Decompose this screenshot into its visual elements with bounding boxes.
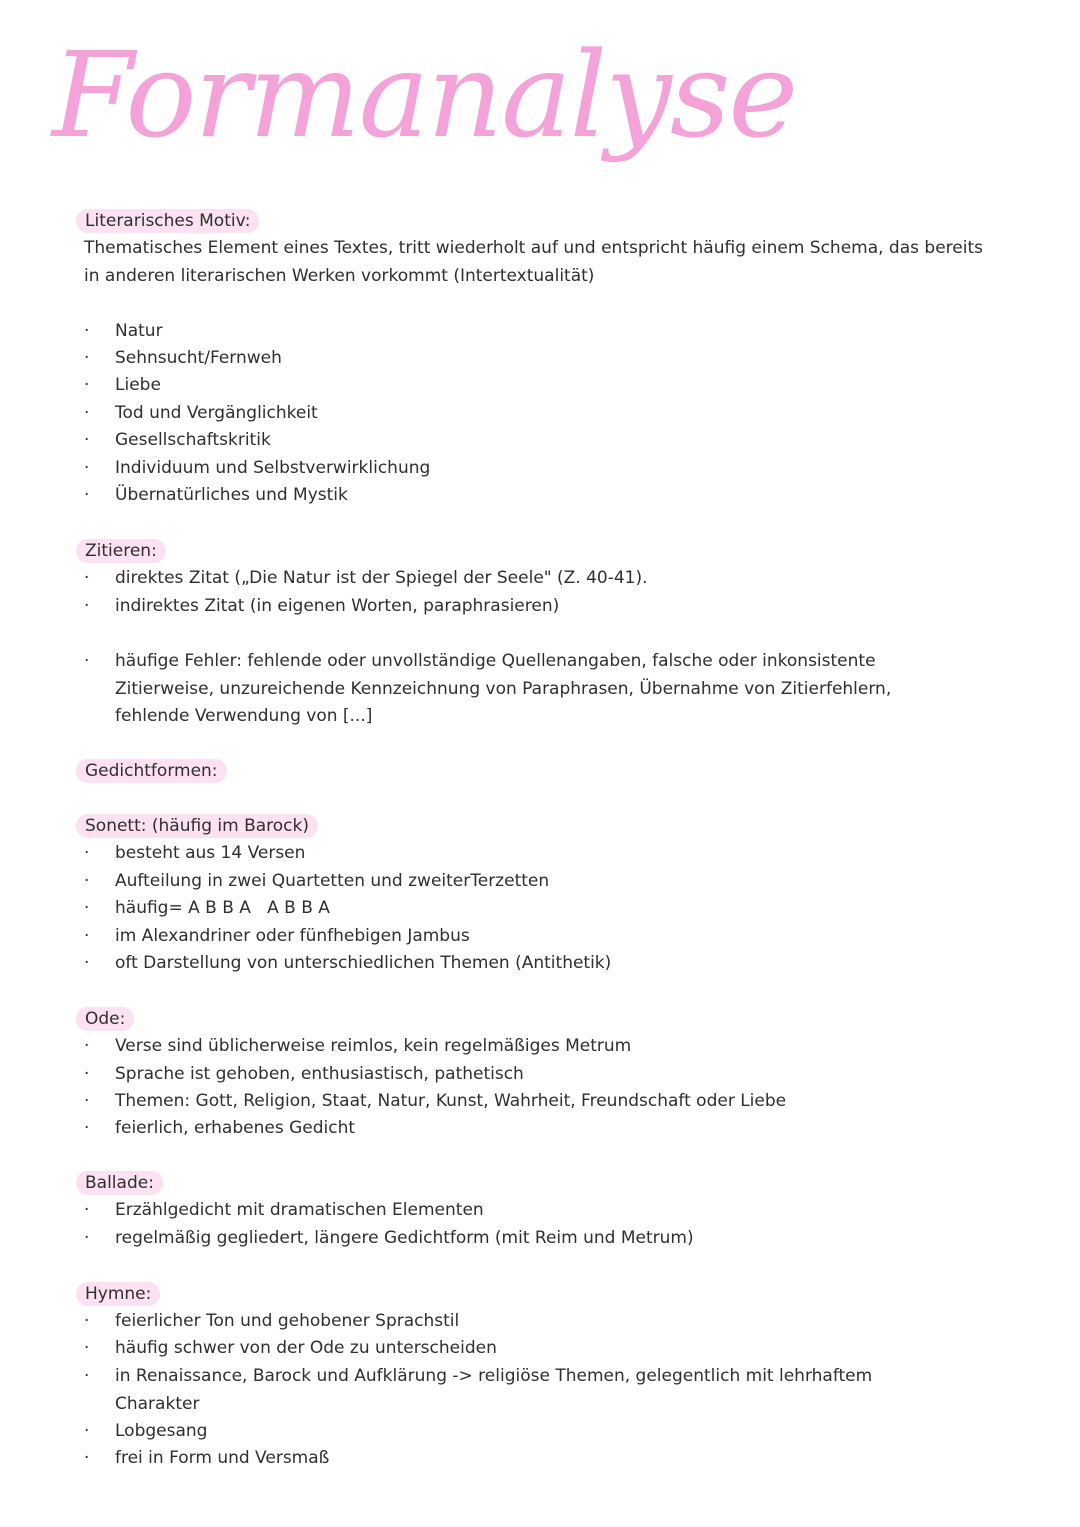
list-item-text: Natur	[115, 321, 163, 341]
bullet-icon: ·	[84, 871, 90, 891]
bullet-icon: ·	[84, 1421, 90, 1441]
bullet-icon: ·	[84, 1118, 90, 1138]
list-item-text: Verse sind üblicherweise reimlos, kein regelmäßiges Metrum	[115, 1036, 632, 1056]
section-label-ballade: Ballade:	[76, 1171, 163, 1195]
list-item	[84, 1115, 964, 1143]
bullet-icon: ·	[84, 403, 90, 423]
bullet-icon: ·	[84, 568, 90, 588]
list-item-text: direktes Zitat („Die Natur ist der Spiegel der Seele" (Z. 40-41).	[115, 568, 648, 588]
list-item-text: Themen: Gott, Religion, Staat, Natur, Kunst, Wahrheit, Freundschaft oder Liebe	[115, 1091, 787, 1111]
list-item-text: Aufteilung in zwei Quartetten und zweiterTerzetten	[115, 871, 550, 891]
list-item	[84, 1197, 964, 1225]
list-item-text: Erzählgedicht mit dramatischen Elementen	[115, 1200, 484, 1220]
bullet-icon: ·	[84, 485, 90, 505]
list-item	[84, 372, 964, 400]
list-item-text: frei in Form und Versmaß	[115, 1448, 330, 1468]
list-item	[84, 868, 964, 896]
bullet-icon: ·	[84, 953, 90, 973]
bullet-icon: ·	[84, 1366, 90, 1386]
section-label-zitieren: Zitieren:	[76, 539, 166, 563]
bullet-icon: ·	[84, 375, 90, 395]
list-item-text: Übernatürliches und Mystik	[115, 485, 348, 505]
list-item	[84, 593, 964, 621]
list-item	[84, 482, 964, 510]
list-item-text: oft Darstellung von unterschiedlichen Themen (Antithetik)	[115, 953, 612, 973]
bullet-icon: ·	[84, 1338, 90, 1358]
list-item	[84, 1445, 964, 1473]
list-item-text: regelmäßig gegliedert, längere Gedichtform (mit Reim und Metrum)	[115, 1228, 694, 1248]
bullet-icon: ·	[84, 651, 90, 671]
motiv-definition: Thematisches Element eines Textes, tritt wiederholt auf und entspricht häufig einem Schema, das bereits in anderen literarischen Werken vorkommt (Intertextualität)	[84, 238, 983, 286]
list-item-text: häufig schwer von der Ode zu unterscheiden	[115, 1338, 497, 1358]
list-item-text: Tod und Vergänglichkeit	[115, 403, 318, 423]
list-item-text: Liebe	[115, 375, 161, 395]
list-item	[84, 455, 964, 483]
list-item	[84, 1418, 964, 1446]
bullet-icon: ·	[84, 321, 90, 341]
list-item-text: in Renaissance, Barock und Aufklärung -> religiöse Themen, gelegentlich mit lehrhaftem Charakter	[115, 1366, 873, 1414]
bullet-icon: ·	[84, 1448, 90, 1468]
bullet-icon: ·	[84, 458, 90, 478]
list-item	[84, 648, 944, 731]
bullet-icon: ·	[84, 1091, 90, 1111]
bullet-icon: ·	[84, 926, 90, 946]
list-item	[84, 1033, 964, 1061]
list-item	[84, 345, 964, 373]
list-item-text: Lobgesang	[115, 1421, 208, 1441]
list-item	[84, 565, 964, 593]
list-item-text: häufig= A B B A A B B A	[115, 898, 330, 918]
list-item-text: indirektes Zitat (in eigenen Worten, paraphrasieren)	[115, 596, 560, 616]
list-item	[84, 427, 964, 455]
bullet-icon: ·	[84, 430, 90, 450]
bullet-icon: ·	[84, 596, 90, 616]
list-item	[84, 1225, 964, 1253]
page-title: Formanalyse	[52, 26, 797, 164]
bullet-icon: ·	[84, 348, 90, 368]
list-item-text: besteht aus 14 Versen	[115, 843, 306, 863]
list-item-text: Sehnsucht/Fernweh	[115, 348, 282, 368]
list-item-text: Sprache ist gehoben, enthusiastisch, pathetisch	[115, 1064, 524, 1084]
list-item	[84, 950, 964, 978]
list-item	[84, 1363, 944, 1418]
list-item-text: feierlich, erhabenes Gedicht	[115, 1118, 356, 1138]
bullet-icon: ·	[84, 1228, 90, 1248]
bullet-icon: ·	[84, 843, 90, 863]
list-item	[84, 1308, 964, 1336]
list-item	[84, 1088, 964, 1116]
list-item-text: Individuum und Selbstverwirklichung	[115, 458, 431, 478]
section-label-gedichtformen: Gedichtformen:	[76, 759, 227, 783]
list-item	[84, 318, 964, 346]
bullet-icon: ·	[84, 1311, 90, 1331]
list-item	[84, 923, 964, 951]
section-label-hymne: Hymne:	[76, 1282, 160, 1306]
list-item-text: Gesellschaftskritik	[115, 430, 271, 450]
section-label-ode: Ode:	[76, 1007, 134, 1031]
list-item	[84, 1061, 964, 1089]
list-item	[84, 840, 964, 868]
list-item	[84, 895, 964, 923]
list-item-text: im Alexandriner oder fünfhebigen Jambus	[115, 926, 470, 946]
list-item-text: feierlicher Ton und gehobener Sprachstil	[115, 1311, 460, 1331]
section-label-sonett: Sonett: (häufig im Barock)	[76, 814, 318, 838]
bullet-icon: ·	[84, 898, 90, 918]
bullet-icon: ·	[84, 1064, 90, 1084]
section-label-motiv: Literarisches Motiv:	[76, 209, 259, 233]
list-item	[84, 1335, 964, 1363]
list-item	[84, 400, 964, 428]
list-item-text: häufige Fehler: fehlende oder unvollständige Quellenangaben, falsche oder inkonsistente Zitierweise, unzureichende Kennzeichnung von Paraphrasen, Übernahme von Zitierfehlern, fehlende Verwendung von [...]	[115, 651, 892, 726]
bullet-icon: ·	[84, 1200, 90, 1220]
bullet-icon: ·	[84, 1036, 90, 1056]
